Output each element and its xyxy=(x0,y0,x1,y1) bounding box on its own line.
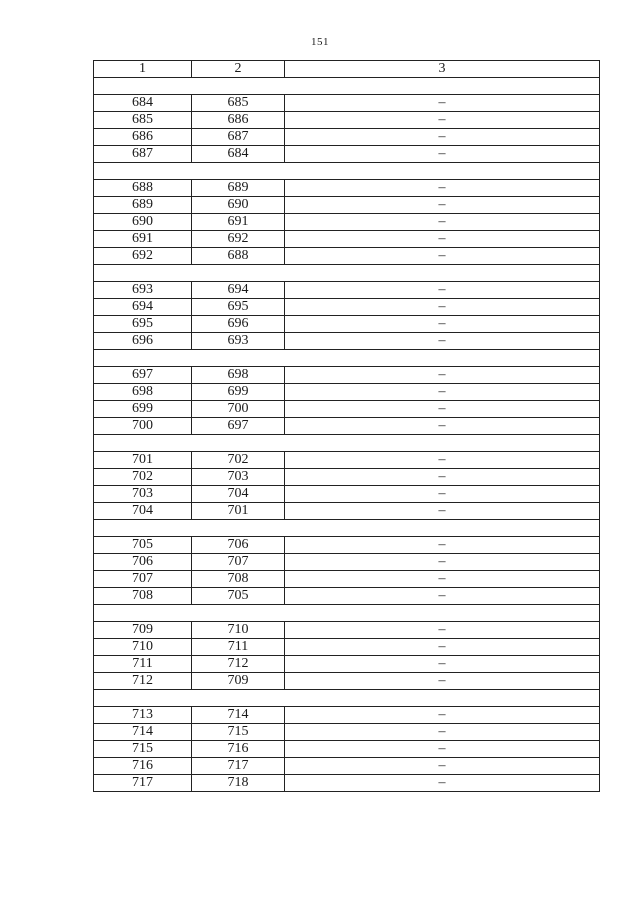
table-header-row xyxy=(94,61,600,78)
table-cell: – xyxy=(285,282,600,299)
table-cell: 709 xyxy=(192,673,285,690)
table-cell: 714 xyxy=(192,707,285,724)
table-cell: 706 xyxy=(192,537,285,554)
group-separator-row xyxy=(94,350,600,367)
table-cell: – xyxy=(285,707,600,724)
table-cell: 692 xyxy=(94,248,192,265)
table-cell: – xyxy=(285,367,600,384)
table-cell: 693 xyxy=(192,333,285,350)
table-cell: – xyxy=(285,333,600,350)
table-row xyxy=(94,214,600,231)
table-cell: 688 xyxy=(94,180,192,197)
table-body xyxy=(94,61,600,792)
table-cell: 701 xyxy=(94,452,192,469)
table-row xyxy=(94,503,600,520)
table-cell: – xyxy=(285,231,600,248)
group-separator-cell xyxy=(94,520,600,537)
table-cell: 714 xyxy=(94,724,192,741)
table-row xyxy=(94,282,600,299)
group-separator-cell xyxy=(94,605,600,622)
table-cell: 687 xyxy=(94,146,192,163)
table-cell: 697 xyxy=(192,418,285,435)
table-cell: 705 xyxy=(192,588,285,605)
table-cell: 715 xyxy=(192,724,285,741)
group-separator-cell xyxy=(94,350,600,367)
table-cell: – xyxy=(285,622,600,639)
table-cell: 690 xyxy=(192,197,285,214)
page-number: 151 xyxy=(311,36,329,48)
table-cell: 695 xyxy=(192,299,285,316)
group-separator-cell xyxy=(94,163,600,180)
group-separator-row xyxy=(94,520,600,537)
table-cell: 699 xyxy=(94,401,192,418)
table-cell: – xyxy=(285,95,600,112)
table-cell: 687 xyxy=(192,129,285,146)
table-cell: – xyxy=(285,401,600,418)
table-cell: – xyxy=(285,129,600,146)
table-cell: 701 xyxy=(192,503,285,520)
table-cell: – xyxy=(285,248,600,265)
table-cell: 700 xyxy=(94,418,192,435)
table-row xyxy=(94,95,600,112)
table-row xyxy=(94,112,600,129)
table-cell: – xyxy=(285,503,600,520)
table-row xyxy=(94,775,600,792)
group-separator-cell xyxy=(94,690,600,707)
table-cell: 699 xyxy=(192,384,285,401)
table-cell: 696 xyxy=(94,333,192,350)
table-cell: 707 xyxy=(94,571,192,588)
table-cell: 704 xyxy=(192,486,285,503)
table-cell: – xyxy=(285,724,600,741)
table-cell: 710 xyxy=(94,639,192,656)
table-cell: 685 xyxy=(94,112,192,129)
table-cell: – xyxy=(285,418,600,435)
table-cell: 689 xyxy=(192,180,285,197)
table-cell: 691 xyxy=(192,214,285,231)
table-row xyxy=(94,537,600,554)
table-row xyxy=(94,588,600,605)
group-separator-row xyxy=(94,163,600,180)
table-cell: 717 xyxy=(192,758,285,775)
table-cell: – xyxy=(285,299,600,316)
table-cell: – xyxy=(285,384,600,401)
table-cell: – xyxy=(285,673,600,690)
table-row xyxy=(94,367,600,384)
table-row xyxy=(94,452,600,469)
table-cell: 703 xyxy=(192,469,285,486)
group-separator-cell xyxy=(94,78,600,95)
table-cell: – xyxy=(285,197,600,214)
table-cell: 698 xyxy=(192,367,285,384)
table-cell: 716 xyxy=(192,741,285,758)
table-cell: 717 xyxy=(94,775,192,792)
table-row xyxy=(94,231,600,248)
table-row xyxy=(94,197,600,214)
table-cell: 694 xyxy=(94,299,192,316)
group-separator-row xyxy=(94,265,600,282)
table-cell: 691 xyxy=(94,231,192,248)
table-cell: 692 xyxy=(192,231,285,248)
table-cell: 685 xyxy=(192,95,285,112)
group-separator-row xyxy=(94,435,600,452)
table-cell: – xyxy=(285,316,600,333)
table-row xyxy=(94,469,600,486)
table-row xyxy=(94,571,600,588)
table-cell: 718 xyxy=(192,775,285,792)
table-cell: 712 xyxy=(192,656,285,673)
table-row xyxy=(94,656,600,673)
table-cell: 703 xyxy=(94,486,192,503)
table-row xyxy=(94,401,600,418)
table-row xyxy=(94,129,600,146)
group-separator-row xyxy=(94,605,600,622)
table-cell: 711 xyxy=(192,639,285,656)
table-row xyxy=(94,707,600,724)
table-cell: 702 xyxy=(94,469,192,486)
group-separator-cell xyxy=(94,435,600,452)
table-cell: – xyxy=(285,180,600,197)
table-cell: – xyxy=(285,214,600,231)
table-cell: 684 xyxy=(94,95,192,112)
group-separator-row xyxy=(94,690,600,707)
table-cell: 700 xyxy=(192,401,285,418)
table-row xyxy=(94,724,600,741)
table-cell: 704 xyxy=(94,503,192,520)
table-row xyxy=(94,180,600,197)
table-row xyxy=(94,146,600,163)
table-cell: 711 xyxy=(94,656,192,673)
table-row xyxy=(94,418,600,435)
table-cell: 705 xyxy=(94,537,192,554)
table-cell: – xyxy=(285,554,600,571)
table-cell: – xyxy=(285,775,600,792)
table-cell: 706 xyxy=(94,554,192,571)
table-cell: 686 xyxy=(192,112,285,129)
table-cell: 698 xyxy=(94,384,192,401)
table-cell: – xyxy=(285,146,600,163)
table-row xyxy=(94,639,600,656)
table-row xyxy=(94,673,600,690)
table-row xyxy=(94,248,600,265)
data-table xyxy=(93,60,600,792)
table-cell: 702 xyxy=(192,452,285,469)
table-cell: – xyxy=(285,571,600,588)
table-cell: – xyxy=(285,639,600,656)
table-cell: 696 xyxy=(192,316,285,333)
table-row xyxy=(94,333,600,350)
table-cell: – xyxy=(285,486,600,503)
table-row xyxy=(94,299,600,316)
table-cell: 694 xyxy=(192,282,285,299)
table-row xyxy=(94,384,600,401)
table-cell: 688 xyxy=(192,248,285,265)
table-cell: – xyxy=(285,469,600,486)
table-cell: 697 xyxy=(94,367,192,384)
table-cell: 693 xyxy=(94,282,192,299)
table-row xyxy=(94,622,600,639)
table-cell: 713 xyxy=(94,707,192,724)
table-cell: – xyxy=(285,588,600,605)
column-header: 3 xyxy=(285,61,600,78)
table-cell: 716 xyxy=(94,758,192,775)
table-cell: 684 xyxy=(192,146,285,163)
table-cell: 708 xyxy=(94,588,192,605)
table-cell: 715 xyxy=(94,741,192,758)
table-cell: – xyxy=(285,452,600,469)
table-cell: 689 xyxy=(94,197,192,214)
table-cell: 709 xyxy=(94,622,192,639)
table-row xyxy=(94,486,600,503)
group-separator-row xyxy=(94,78,600,95)
table-cell: 695 xyxy=(94,316,192,333)
table-row xyxy=(94,554,600,571)
column-header: 2 xyxy=(192,61,285,78)
table-row xyxy=(94,316,600,333)
table-cell: – xyxy=(285,656,600,673)
table-cell: 710 xyxy=(192,622,285,639)
table-cell: 708 xyxy=(192,571,285,588)
table-cell: – xyxy=(285,758,600,775)
group-separator-cell xyxy=(94,265,600,282)
table-row xyxy=(94,741,600,758)
table-cell: – xyxy=(285,112,600,129)
table-cell: 690 xyxy=(94,214,192,231)
table-cell: 712 xyxy=(94,673,192,690)
table-row xyxy=(94,758,600,775)
table-cell: – xyxy=(285,537,600,554)
table-cell: 707 xyxy=(192,554,285,571)
table-cell: – xyxy=(285,741,600,758)
table-cell: 686 xyxy=(94,129,192,146)
column-header: 1 xyxy=(94,61,192,78)
